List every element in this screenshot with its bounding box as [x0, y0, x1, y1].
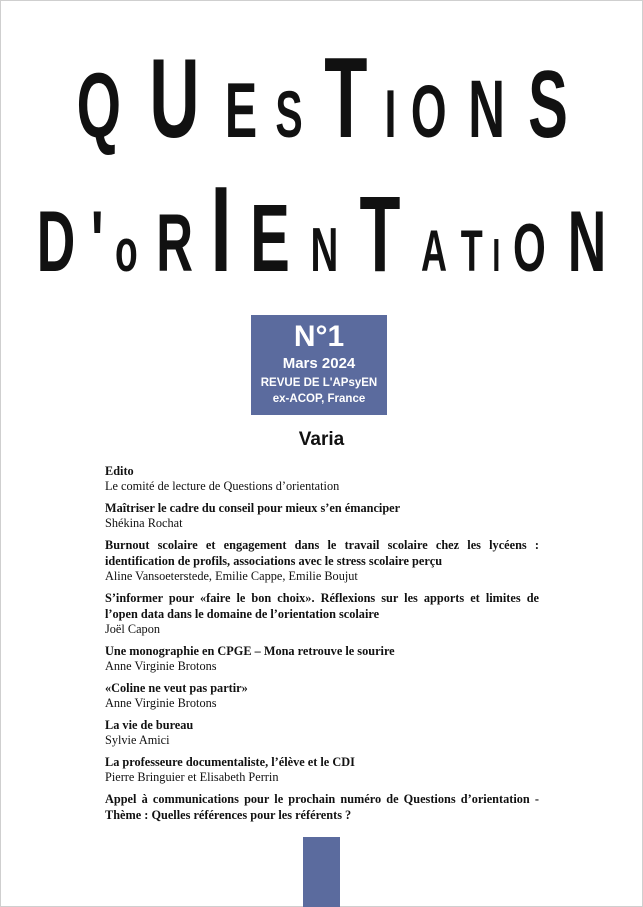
- toc-entry[interactable]: [105, 537, 539, 584]
- masthead-letter: D: [37, 194, 76, 290]
- toc-entry[interactable]: [105, 754, 539, 785]
- toc-entry-title[interactable]: La vie de bureau: [105, 718, 194, 732]
- masthead-letter: E: [224, 66, 258, 154]
- toc-entry-author: Aline Vansoeterstede, Emilie Cappe, Emilie Boujut: [105, 569, 358, 583]
- toc-entry-title[interactable]: Appel à communications pour le prochain numéro de Questions d’orientation -Thème : Quelles références pour les référents ?: [105, 792, 539, 822]
- toc-entry-title[interactable]: Burnout scolaire et engagement dans le travail scolaire chez les lycéens : identification de profils, associations avec le stress scolaire perçu: [105, 538, 539, 568]
- toc-entry-author: Shékina Rochat: [105, 516, 183, 530]
- toc-entry-title[interactable]: Edito: [105, 464, 134, 478]
- toc-entry-author: Pierre Bringuier et Elisabeth Perrin: [105, 770, 279, 784]
- issue-number: N°1: [293, 320, 345, 353]
- masthead-letter: T: [461, 219, 484, 284]
- masthead-letter: I: [384, 76, 397, 152]
- issue-former-name: ex-ACOP, France: [272, 393, 366, 406]
- masthead-letter: N: [310, 216, 339, 285]
- toc-entry[interactable]: [105, 590, 539, 637]
- toc-entry-author: Anne Virginie Brotons: [105, 696, 217, 710]
- issue-date: Mars 2024: [282, 355, 356, 372]
- table-of-contents: [105, 463, 539, 829]
- toc-entry-title[interactable]: «Coline ne veut pas partir»: [105, 681, 248, 695]
- toc-entry-author: Sylvie Amici: [105, 733, 170, 747]
- toc-entry-title[interactable]: Maîtriser le cadre du conseil pour mieux s’en émanciper: [105, 501, 401, 515]
- issue-box: [251, 315, 387, 415]
- masthead-letter: O: [410, 70, 447, 153]
- masthead-letter: Q: [76, 55, 121, 157]
- masthead-letter: E: [249, 185, 290, 292]
- masthead-letter: I: [492, 229, 501, 281]
- masthead-letter: I: [210, 161, 232, 297]
- masthead-line-questions: [0, 35, 643, 162]
- masthead-letter: N: [468, 64, 506, 155]
- masthead-letter: T: [359, 173, 400, 294]
- toc-entry[interactable]: [105, 463, 539, 494]
- toc-entry-title[interactable]: Une monographie en CPGE – Mona retrouve le sourire: [105, 644, 395, 658]
- masthead-letter: N: [567, 194, 606, 290]
- masthead-letter: S: [528, 51, 569, 158]
- masthead-line-orientation: [0, 161, 643, 297]
- masthead-letter: A: [420, 219, 447, 284]
- issue-publisher: REVUE DE L'APsyEN: [260, 376, 378, 389]
- masthead-letter: S: [275, 77, 303, 151]
- toc-entry-author: Anne Virginie Brotons: [105, 659, 217, 673]
- journal-masthead: [0, 0, 643, 300]
- toc-entry-author: Joël Capon: [105, 622, 160, 636]
- section-title: Varia: [298, 429, 345, 450]
- toc-entry[interactable]: [105, 791, 539, 823]
- masthead-letter: ': [91, 194, 105, 290]
- toc-entry[interactable]: [105, 717, 539, 748]
- toc-entry-title[interactable]: S’informer pour «faire le bon choix». Réflexions sur les apports et limites de l’open data dans le domaine de l’orientation scolaire: [105, 591, 539, 621]
- masthead-letter: O: [512, 210, 546, 286]
- toc-entry-title[interactable]: La professeure documentaliste, l’élève et le CDI: [105, 755, 355, 769]
- masthead-letter: T: [324, 35, 368, 162]
- toc-entry[interactable]: [105, 500, 539, 531]
- masthead-letter: U: [149, 36, 200, 161]
- toc-entry[interactable]: [105, 680, 539, 711]
- masthead-letter: o: [114, 217, 138, 284]
- masthead-letter: R: [155, 198, 193, 289]
- decorative-bar: [303, 837, 340, 907]
- toc-entry-author: Le comité de lecture de Questions d’orientation: [105, 479, 340, 493]
- toc-entry[interactable]: [105, 643, 539, 674]
